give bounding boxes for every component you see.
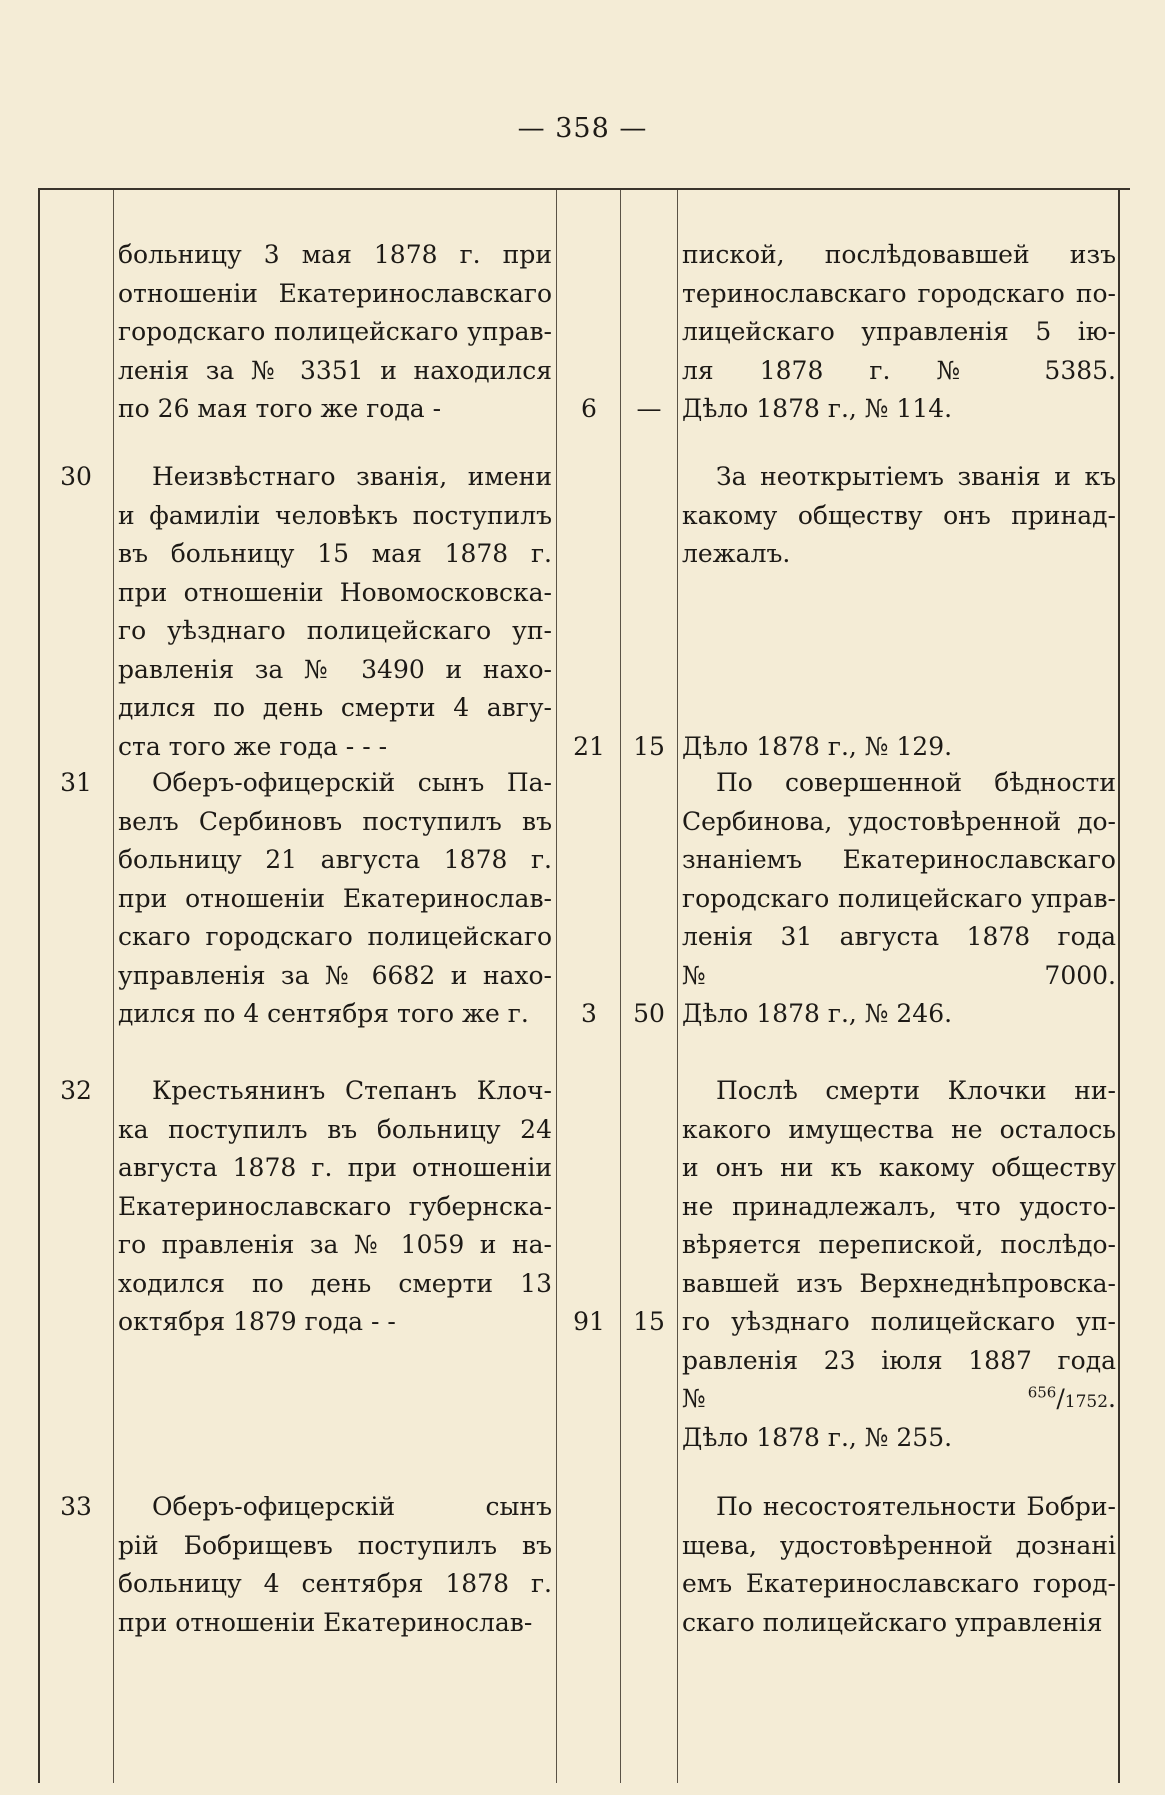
entry-description [118,764,552,1034]
text-line [682,612,1116,651]
text-line: № $^{656}$/1752. [682,1383,1116,1413]
text-line: Екатеринославскаго губернска- [118,1191,552,1221]
text-line: № 7000. [682,960,1116,990]
entry-number: 32 [60,1076,92,1105]
text-line: Оберъ-офицерскій сынъ [152,1492,552,1521]
text-line: управленія за № 6682 и нахо- [118,960,552,990]
text-line: го уѣзднаго полицейскаго уп- [118,616,552,645]
entry-remarks [682,1072,1116,1457]
text-line: больницу 21 августа 1878 г. [118,845,552,874]
text-line: Неизвѣстнаго званія, имени [152,462,552,491]
entry-description [118,1488,552,1642]
text-line: скаго полицейскаго управленія [682,1607,1103,1637]
entry-number: 33 [60,1492,92,1521]
text-line: при отношеніи Екатеринослав- [118,1607,533,1637]
text-line: отношеніи Екатеринославскаго [118,278,552,308]
text-line: по 26 мая того же года - [118,394,442,423]
entry-remarks [682,236,1116,429]
table-rule-outer-right [1118,190,1120,1783]
table-top-rule [38,188,1130,190]
text-line: теринославскаго городскаго по- [682,278,1116,308]
text-line: ленія 31 августа 1878 года [682,922,1116,951]
text-line: ля 1878 г. № 5385. [682,355,1116,385]
entry-remarks [682,458,1116,766]
text-line: скаго городскаго полицейскаго [118,922,552,951]
text-line: щева, удостовѣренной дознані [682,1530,1116,1560]
text-line: го правленія за № 1059 и на- [118,1230,552,1259]
text-line: августа 1878 г. при отношеніи [118,1153,552,1182]
text-line: и онъ ни къ какому обществу [682,1153,1116,1182]
amount-rubles: 3 [581,999,597,1028]
amount-kopecks: 15 [633,731,665,761]
text-line: какого имущества не осталось [682,1114,1116,1144]
text-line: дился по 4 сентября того же г. [118,999,529,1028]
entry-remarks [682,764,1116,1034]
text-line: и фамиліи человѣкъ поступилъ [118,500,552,530]
text-line: городскаго полицейскаго управ- [118,317,552,346]
text-line: равленія 23 іюля 1887 года [682,1345,1116,1375]
text-line: знаніемъ Екатеринославскаго [682,845,1116,874]
text-line: ходился по день смерти 13 [118,1268,552,1298]
entry-number: 30 [60,462,92,491]
text-line: Послѣ смерти Клочки ни- [716,1076,1116,1105]
text-line: велъ Сербиновъ поступилъ въ [118,806,552,836]
text-line: при отношеніи Екатеринослав- [118,883,552,913]
text-line: Дѣло 1878 г., № 129. [682,731,953,761]
text-line: городскаго полицейскаго управ- [682,883,1116,913]
entry-description [118,236,552,429]
text-line: Крестьянинъ Степанъ Клоч- [152,1076,552,1105]
text-line: лежалъ. [682,539,791,568]
text-line: октября 1879 года - - [118,1307,396,1336]
text-line: Сербинова, удостовѣренной до- [682,806,1116,836]
amount-rubles: 21 [573,731,605,761]
entry-description [118,1072,552,1342]
page-number: — 358 — [517,113,648,144]
text-line: вѣряется перепиской, послѣдо- [682,1230,1116,1259]
text-line: въ больницу 15 мая 1878 г. [118,539,552,568]
text-line: го уѣзднаго полицейскаго уп- [682,1307,1116,1336]
amount-kopecks: 50 [633,999,665,1028]
table-rule-outer-left [38,190,40,1783]
table-rule-rubles [620,190,621,1783]
amount-kopecks: — [636,394,662,423]
text-line: при отношеніи Новомосковска- [118,577,552,607]
text-line: За неоткрытіемъ званія и къ [716,462,1116,491]
text-line: равленія за № 3490 и нахо- [118,654,552,684]
text-line: емъ Екатеринославскаго город- [682,1569,1116,1598]
text-line: ста того же года - - - [118,731,388,761]
text-line: больницу 3 мая 1878 г. при [118,240,552,269]
text-line: лицейскаго управленія 5 ію- [682,317,1116,346]
text-line: больницу 4 сентября 1878 г. [118,1569,552,1598]
text-line: рій Бобрищевъ поступилъ въ [118,1530,552,1560]
text-line: вавшей изъ Верхнеднѣпровска- [682,1268,1116,1298]
table-rule-number [113,190,114,1783]
entry-remarks [682,1488,1116,1642]
text-line: По совершенной бѣдности [716,768,1116,797]
text-line: пиской, послѣдовавшей изъ [682,240,1116,269]
table-rule-left-text [556,190,557,1783]
text-line [682,574,1116,613]
text-line: Дѣло 1878 г., № 114. [682,394,953,423]
amount-rubles: 6 [581,394,597,423]
amount-rubles: 91 [573,1307,605,1336]
text-line [682,689,1116,728]
table-rule-kopecks [677,190,678,1783]
amount-kopecks: 15 [633,1307,665,1336]
text-line: Дѣло 1878 г., № 246. [682,999,953,1028]
text-line: какому обществу онъ принад- [682,500,1116,530]
text-line: ка поступилъ въ больницу 24 [118,1114,552,1144]
text-line: ленія за № 3351 и находился [118,355,552,385]
text-line: По несостоятельности Бобри- [716,1492,1116,1521]
text-line: дился по день смерти 4 авгу- [118,693,552,722]
entry-description [118,458,552,766]
entry-number: 31 [60,768,92,797]
text-line: Оберъ-офицерскій сынъ Па- [152,768,552,797]
text-line: Дѣло 1878 г., № 255. [682,1422,953,1452]
text-line: не принадлежалъ, что удосто- [682,1191,1116,1221]
text-line [682,651,1116,690]
